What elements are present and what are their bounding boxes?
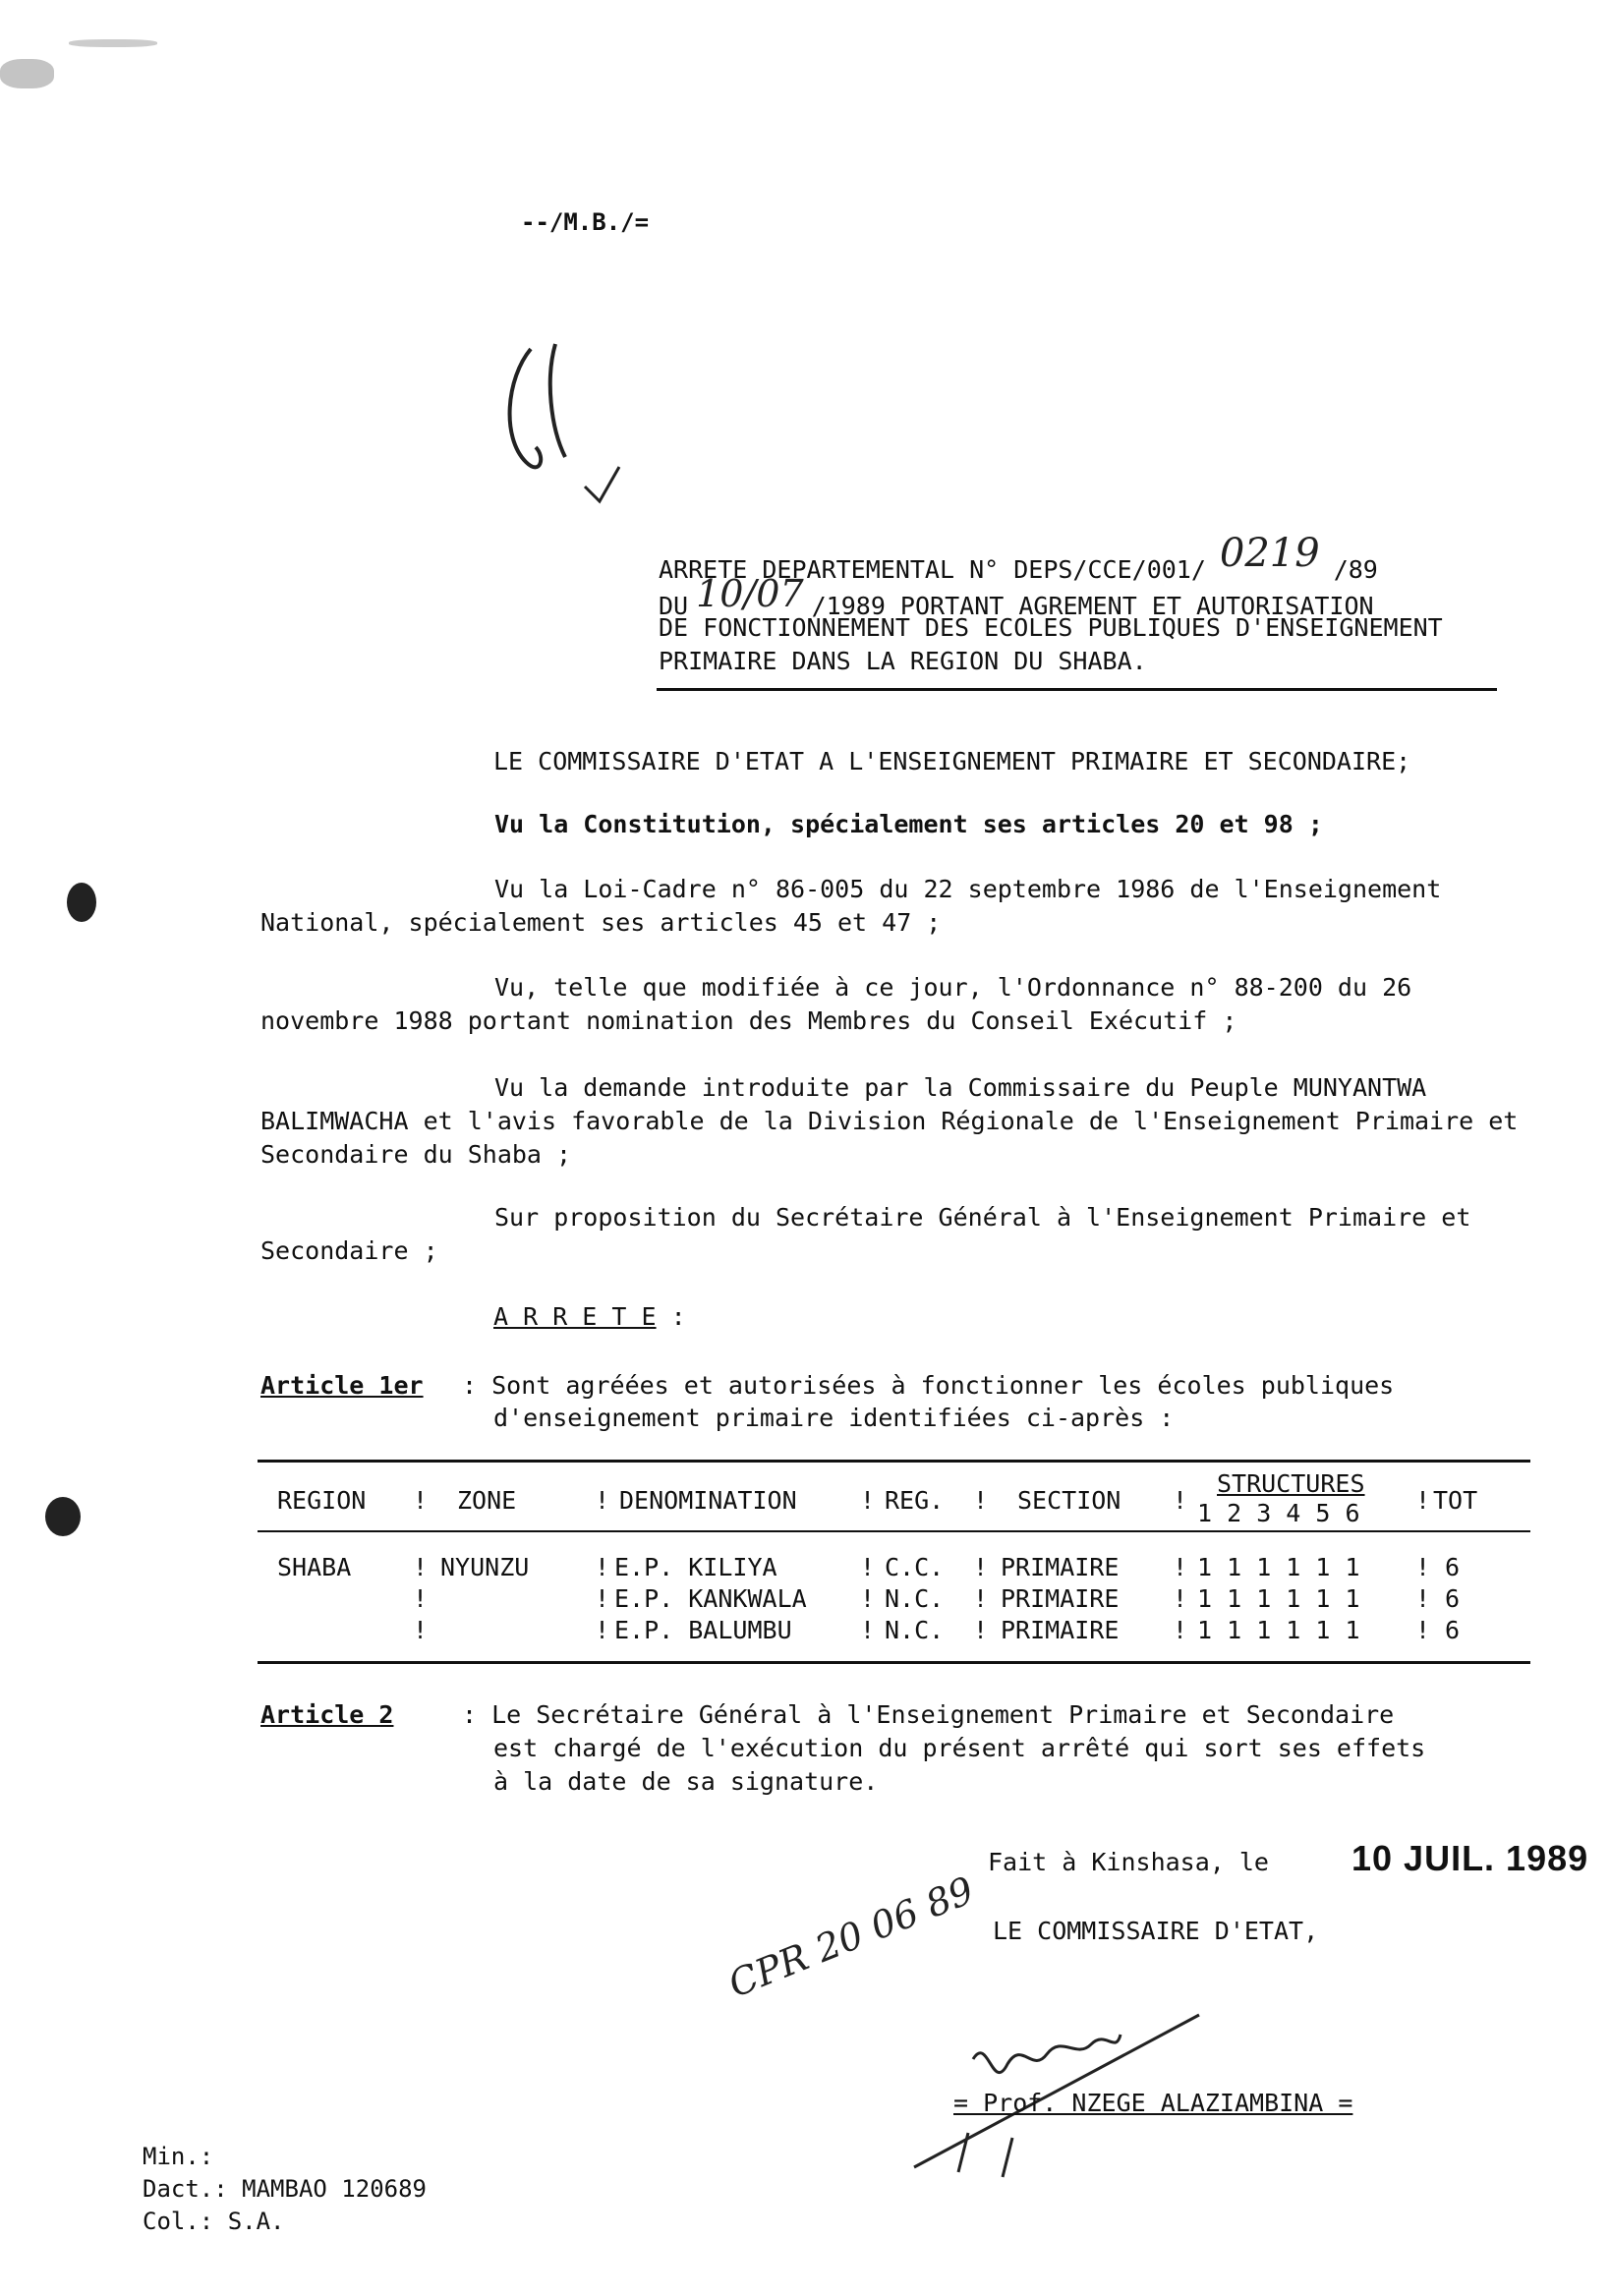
cell-sep: !	[1173, 1584, 1188, 1613]
cell-sep: !	[413, 1584, 429, 1613]
cell-sep: !	[1415, 1584, 1431, 1613]
table-top-rule	[258, 1460, 1530, 1463]
cell-tot: 6	[1445, 1584, 1461, 1613]
authority-heading: LE COMMISSAIRE D'ETAT A L'ENSEIGNEMENT PRIMAIRE ET SECONDAIRE;	[493, 747, 1411, 775]
article-2-text-line-3: à la date de sa signature.	[493, 1767, 879, 1796]
cell-denomination: E.P. BALUMBU	[614, 1616, 792, 1644]
title-line-2: DU 10/07 /1989 PORTANT AGREMENT ET AUTORISATION	[659, 572, 1374, 620]
signatory-title: LE COMMISSAIRE D'ETAT,	[993, 1917, 1319, 1945]
punch-hole-lower	[45, 1497, 81, 1536]
cell-sep: !	[860, 1553, 876, 1581]
footer-col: Col.: S.A.	[143, 2208, 285, 2235]
cell-sep: !	[1415, 1553, 1431, 1581]
article-2-text-line-2: est chargé de l'exécution du présent arrêté qui sort ses effets	[493, 1734, 1426, 1762]
table-bottom-rule	[258, 1661, 1530, 1664]
reference-mark: --/M.B./=	[521, 208, 650, 236]
cell-sep: !	[1415, 1616, 1431, 1644]
cell-sep: !	[973, 1584, 989, 1613]
cell-sep: !	[860, 1616, 876, 1644]
cell-sep: !	[413, 1553, 429, 1581]
cell-region: SHABA	[277, 1553, 352, 1581]
cell-sep: !	[595, 1553, 610, 1581]
cell-denomination: E.P. KILIYA	[614, 1553, 777, 1581]
article-1-label: Article 1er	[260, 1371, 424, 1400]
cell-sep: !	[1173, 1553, 1188, 1581]
handwritten-register-note: CPR 20 06 89	[722, 1867, 980, 2006]
header-sep: !	[595, 1486, 610, 1515]
punch-hole-upper	[67, 883, 96, 922]
title-line-1: ARRETE DEPARTEMENTAL N° DEPS/CCE/001/ 0219 /89	[659, 531, 1378, 584]
title-underline	[657, 688, 1497, 691]
signatory-name: = Prof. NZEGE ALAZIAMBINA =	[953, 2089, 1353, 2117]
cell-sep: !	[1173, 1616, 1188, 1644]
cell-section: PRIMAIRE	[1001, 1553, 1120, 1581]
header-section: SECTION	[1017, 1486, 1121, 1515]
cell-reg: N.C.	[885, 1584, 945, 1613]
article-1-text-line-1: : Sont agréées et autorisées à fonctionner les écoles publiques	[462, 1371, 1395, 1400]
scan-smudge-top	[69, 39, 157, 47]
cell-sep: !	[860, 1584, 876, 1613]
consideration-2: Vu la Loi-Cadre n° 86-005 du 22 septembre 1986 de l'Enseignement National, spécialement ses articles 45 et 47 ;	[260, 875, 1442, 937]
handwritten-date: 10/07	[696, 572, 804, 615]
date-stamp: 10 JUIL. 1989	[1351, 1838, 1589, 1878]
cell-denomination: E.P. KANKWALA	[614, 1584, 807, 1613]
cell-tot: 6	[1445, 1616, 1461, 1644]
arrete-heading: A R R E T E :	[493, 1302, 686, 1331]
cell-section: PRIMAIRE	[1001, 1584, 1120, 1613]
footer-dact: Dact.: MAMBAO 120689	[143, 2175, 427, 2203]
cell-sep: !	[973, 1616, 989, 1644]
cell-tot: 6	[1445, 1553, 1461, 1581]
place-and-date-label: Fait à Kinshasa, le	[988, 1848, 1269, 1876]
header-denomination: DENOMINATION	[619, 1486, 797, 1515]
cell-sep: !	[595, 1584, 610, 1613]
header-sep: !	[973, 1486, 989, 1515]
header-sep: !	[860, 1486, 876, 1515]
consideration-3: Vu, telle que modifiée à ce jour, l'Ordonnance n° 88-200 du 26 novembre 1988 portant nomination des Membres du Conseil Exécutif ;	[260, 973, 1412, 1035]
cell-section: PRIMAIRE	[1001, 1616, 1120, 1644]
cell-structures: 1 1 1 1 1 1	[1197, 1616, 1360, 1644]
consideration-1: Vu la Constitution, spécialement ses articles 20 et 98 ;	[494, 810, 1323, 838]
header-region: REGION	[277, 1486, 367, 1515]
article-2-text-line-1: : Le Secrétaire Général à l'Enseignement Primaire et Secondaire	[462, 1700, 1395, 1729]
header-sep: !	[1415, 1486, 1431, 1515]
cell-reg: C.C.	[885, 1553, 945, 1581]
header-reg: REG.	[885, 1486, 945, 1515]
article-1-text-line-2: d'enseignement primaire identifiées ci-après :	[493, 1404, 1175, 1432]
header-structure-numbers: 1 2 3 4 5 6	[1197, 1499, 1360, 1527]
header-zone: ZONE	[457, 1486, 517, 1515]
cell-sep: !	[413, 1616, 429, 1644]
cell-sep: !	[973, 1553, 989, 1581]
header-tot: TOT	[1433, 1486, 1478, 1515]
header-sep: !	[413, 1486, 429, 1515]
cell-zone: NYUNZU	[440, 1553, 530, 1581]
footer-min: Min.:	[143, 2143, 214, 2170]
cell-structures: 1 1 1 1 1 1	[1197, 1553, 1360, 1581]
cell-sep: !	[595, 1616, 610, 1644]
table-header-rule	[258, 1530, 1530, 1532]
header-sep: !	[1173, 1486, 1188, 1515]
consideration-4: Vu la demande introduite par la Commissaire du Peuple MUNYANTWA BALIMWACHA et l'avis favorable de la Division Régionale de l'Enseignement Primaire et Secondaire du Shaba ;	[260, 1073, 1519, 1169]
handwritten-initial-mark	[496, 339, 634, 516]
cell-structures: 1 1 1 1 1 1	[1197, 1584, 1360, 1613]
consideration-5: Sur proposition du Secrétaire Général à l'Enseignement Primaire et Secondaire ;	[260, 1203, 1471, 1265]
header-structures: STRUCTURES	[1217, 1469, 1365, 1498]
title-line-3: DE FONCTIONNEMENT DES ECOLES PUBLIQUES D'ENSEIGNEMENT	[659, 613, 1443, 642]
scan-smudge-top-left	[0, 59, 54, 88]
article-2-label: Article 2	[260, 1700, 394, 1729]
title-line-4: PRIMAIRE DANS LA REGION DU SHABA.	[659, 647, 1147, 675]
handwritten-arrete-number: 0219	[1219, 531, 1320, 576]
signature-mark	[875, 1966, 1229, 2192]
cell-reg: N.C.	[885, 1616, 945, 1644]
